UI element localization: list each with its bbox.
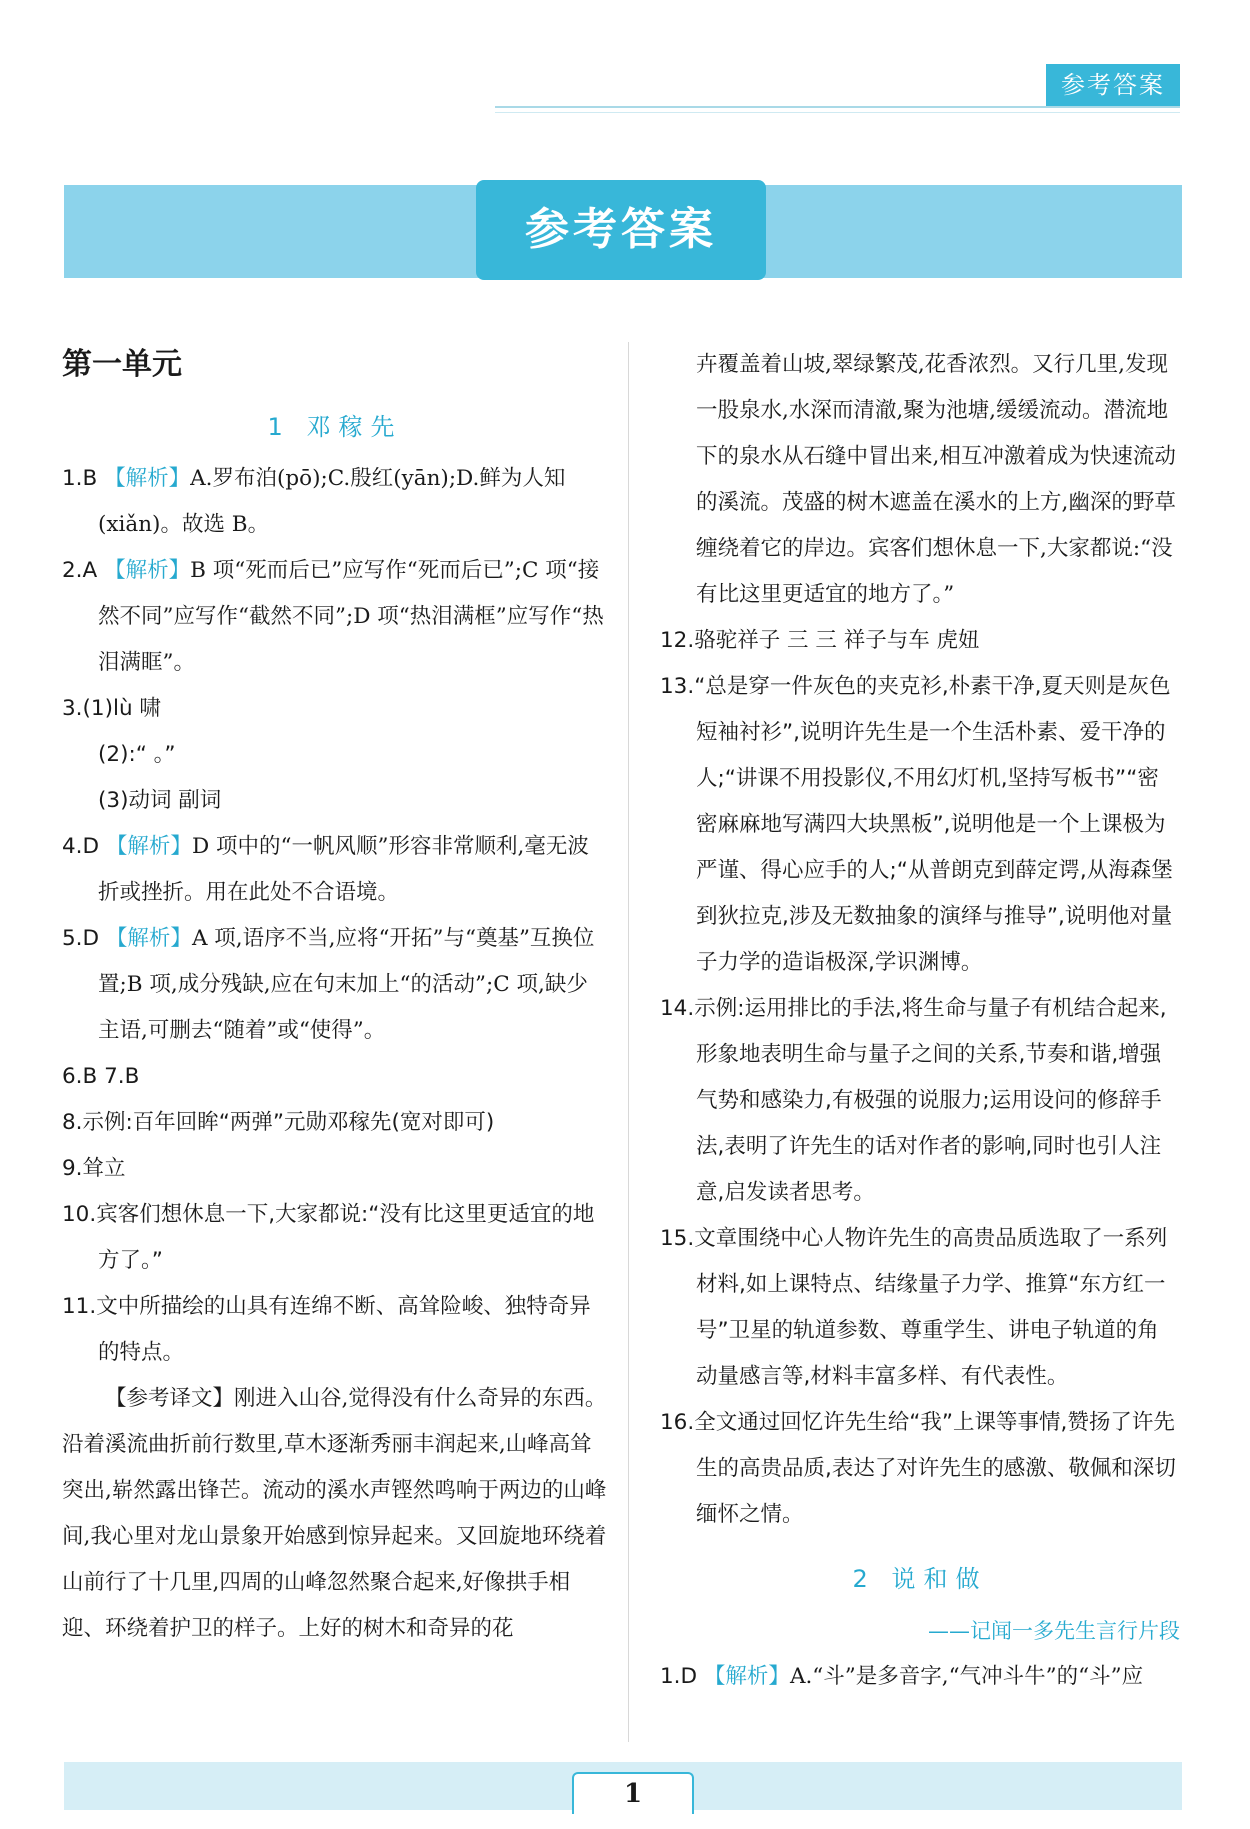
analysis-tag: 【解析】 — [703, 1664, 790, 1689]
reference-translation: 【参考译文】刚进入山谷,觉得没有什么奇异的东西。沿着溪流曲折前行数里,草木逐渐秀丽丰润起来,山峰高耸突出,崭然露出锋芒。流动的溪水声铿然鸣响于两边的山峰间,我心里对龙山景象开始感到惊异起来。又回旋地环绕着山前行了十几里,四周的山峰忽然聚合起来,好像拱手相迎、环绕着护卫的样子。上好的树木和奇异的花 — [62, 1386, 607, 1641]
unit-title: 第一单元 — [62, 347, 182, 382]
right-column — [660, 342, 1180, 1700]
page-title: 参考答案 — [476, 180, 766, 280]
answer-item: 11.文中所描绘的山具有连绵不断、高耸险峻、独特奇异的特点。 — [62, 1294, 591, 1365]
answer-item: 1.B 【解析】A.罗布泊(pō);C.殷红(yān);D.鲜为人知(xiǎn)。故选 B。 — [62, 466, 566, 537]
lesson-subtitle: ——记闻一多先生言行片段 — [928, 1619, 1180, 1643]
answer-item: 14.示例:运用排比的手法,将生命与量子有机结合起来,形象地表明生命与量子之间的关系,节奏和谐,增强气势和感染力,有极强的说服力;运用设问的修辞手法,表明了许先生的话对作者的影响,同时也引人注意,启发读者思考。 — [660, 996, 1167, 1205]
answer-item: 15.文章围绕中心人物许先生的高贵品质选取了一系列材料,如上课特点、结缘量子力学、推算“东方红一号”卫星的轨道参数、尊重学生、讲电子轨道的角动量感言等,材料丰富多样、有代表性。 — [660, 1226, 1168, 1389]
header-rule-thin — [495, 112, 1180, 113]
header-section-tag: 参考答案 — [1046, 64, 1180, 106]
header-rule — [495, 106, 1180, 108]
answer-item: 4.D 【解析】D 项中的“一帆风顺”形容非常顺利,毫无波折或挫折。用在此处不合语境。 — [62, 834, 589, 905]
answer-item: 9.耸立 — [62, 1156, 126, 1181]
lesson-title: 1 邓稼先 — [267, 413, 403, 441]
column-divider — [628, 342, 629, 1742]
answer-item: 5.D 【解析】A 项,语序不当,应将“开拓”与“奠基”互换位置;B 项,成分残缺,应在句末加上“的活动”;C 项,缺少主语,可删去“随着”或“使得”。 — [62, 926, 595, 1043]
answer-item: 8.示例:百年回眸“两弹”元勋邓稼先(宽对即可) — [62, 1110, 495, 1135]
analysis-tag: 【解析】 — [105, 834, 192, 859]
answer-item: 13.“总是穿一件灰色的夹克衫,朴素干净,夏天则是灰色短袖衬衫”,说明许先生是一个生活朴素、爱干净的人;“讲课不用投影仪,不用幻灯机,坚持写板书”“密密麻麻地写满四大块黑板”,说明他是一个上课极为严谨、得心应手的人;“从普朗克到薛定谔,从海森堡到狄拉克,涉及无数抽象的演绎与推导”,说明他对量子力学的造诣极深,学识渊博。 — [660, 674, 1173, 975]
answer-subitem: (2):“ 。” — [98, 742, 176, 767]
answer-item: 6.B 7.B — [62, 1064, 140, 1089]
reference-translation-continued: 卉覆盖着山坡,翠绿繁茂,花香浓烈。又行几里,发现一股泉水,水深而清澈,聚为池塘,缓缓流动。潜流地下的泉水从石缝中冒出来,相互冲激着成为快速流动的溪流。茂盛的树木遮盖在溪水的上方,幽深的野草缠绕着它的岸边。宾客们想休息一下,大家都说:“没有比这里更适宜的地方了。” — [696, 352, 1176, 607]
answer-item: 1.D 【解析】A.“斗”是多音字,“气冲斗牛”的“斗”应 — [660, 1664, 1144, 1689]
left-column — [62, 340, 608, 1652]
answer-item: 10.宾客们想休息一下,大家都说:“没有比这里更适宜的地方了。” — [62, 1202, 595, 1273]
analysis-tag: 【解析】 — [104, 558, 191, 583]
answer-subitem: (3)动词 副词 — [98, 788, 222, 813]
answer-item: 2.A 【解析】B 项“死而后已”应写作“死而后已”;C 项“接然不同”应写作“截然不同”;D 项“热泪满框”应写作“热泪满眶”。 — [62, 558, 604, 675]
answer-item: 3.(1)lù 啸 — [62, 696, 161, 721]
answer-item: 12.骆驼祥子 三 三 祥子与车 虎妞 — [660, 628, 980, 653]
lesson-title: 2 说和做 — [852, 1565, 988, 1593]
answer-item: 16.全文通过回忆许先生给“我”上课等事情,赞扬了许先生的高贵品质,表达了对许先生的感激、敬佩和深切缅怀之情。 — [660, 1410, 1176, 1527]
analysis-tag: 【解析】 — [105, 926, 192, 951]
analysis-tag: 【解析】 — [104, 466, 191, 491]
page-number: 1 — [572, 1772, 694, 1814]
